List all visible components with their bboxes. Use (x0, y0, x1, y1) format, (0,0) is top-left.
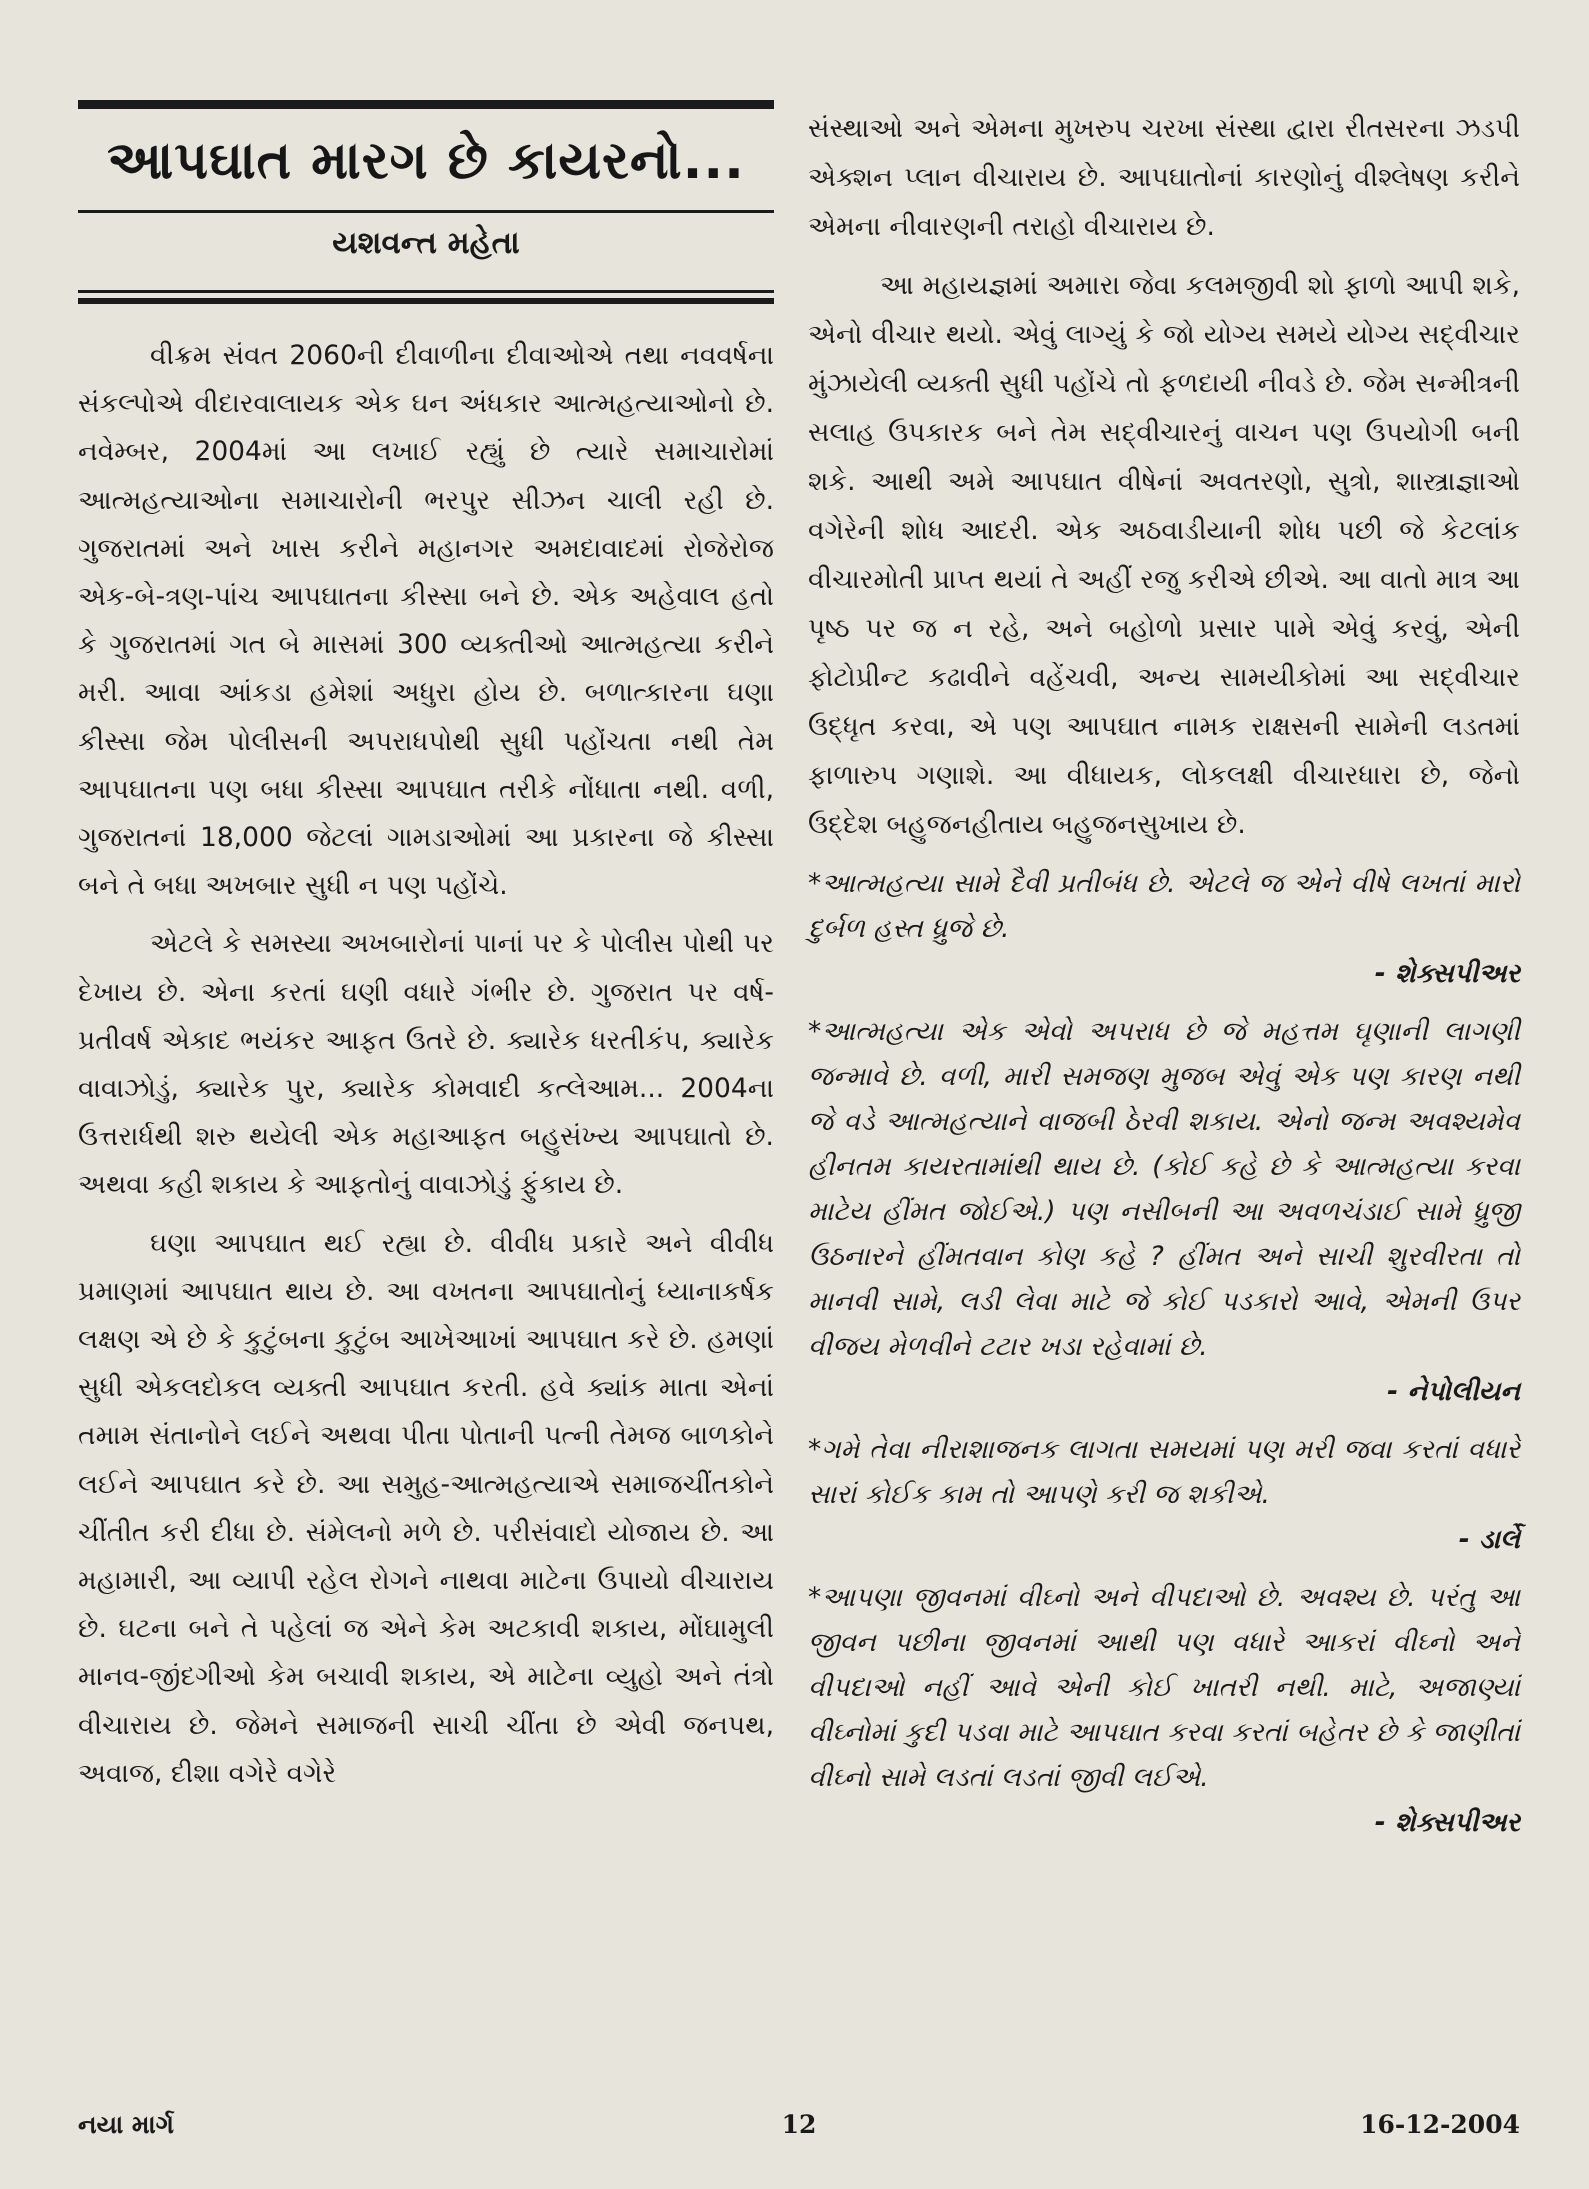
quote-attribution: - ડાર્લે (1458, 1524, 1520, 1555)
quote-attribution: - નેપોલીયન (1387, 1376, 1520, 1407)
publication-name: નયા માર્ગ (78, 2110, 174, 2139)
article-author: યશવન્ત મહેતા (332, 225, 520, 261)
title-top-rule (78, 100, 774, 109)
quote-attribution: - શેક્સપીઅર (1374, 958, 1520, 989)
quote-text: *ગમે તેવા નીરાશાજનક લાગતા સમયમાં પણ મરી જવા કરતાં વધારે સારાં કોઈક કામ તો આપણે કરી જ શકીએ. (808, 1434, 1520, 1510)
byline-rule (78, 290, 774, 304)
quote-text: *આત્મહત્યા એક એવો અપરાધ છે જે મહત્તમ ઘૃણાની લાગણી જન્માવે છે. વળી, મારી સમજણ મુજબ એવું એક પણ કારણ નથી જે વડે આત્મહત્યાને વાજબી ઠેરવી શકાય. એનો જન્મ અવશ્યમેવ હીનતમ કાયરતામાંથી થાય છે. (કોઈ કહે છે કે આત્મહત્યા કરવા માટેય હીંમત જોઈએ.) પણ નસીબની આ અવળચંડાઈ સામે ધ્રુજી ઉઠનારને હીંમતવાન કોણ કહે ? હીંમત અને સાચી શુરવીરતા તો માનવી સામે, લડી લેવા માટે જે કોઈ પડકારો આવે, એમની ઉપર વીજય મેળવીને ટટાર ખડા રહેવામાં છે. (808, 1016, 1520, 1362)
right-column (808, 104, 1520, 1852)
page-number: 12 (781, 2110, 817, 2139)
issue-date: 16-12-2004 (1360, 2110, 1520, 2139)
body-paragraph: એટલે કે સમસ્યા અખબારોનાં પાનાં પર કે પોલીસ પોથી પર દેખાય છે. એના કરતાં ઘણી વધારે ગંભીર છે. ગુજરાત પર વર્ષ-પ્રતીવર્ષ એકાદ ભયંકર આફત ઉતરે છે. ક્યારેક ધરતીકંપ, ક્યારેક વાવાઝોડું, ક્યારેક પુર, ક્યારેક કોમવાદી કત્લેઆમ... 2004ના ઉત્તરાર્ધથી શરુ થયેલી એક મહાઆફત બહુસંખ્ય આપઘાતો છે. અથવા કહી શકાય કે આફતોનું વાવાઝોડું ફુંકાય છે. (78, 928, 774, 1201)
left-column (78, 100, 774, 1808)
quote-text: *આત્મહત્યા સામે દૈવી પ્રતીબંધ છે. એટલે જ એને વીષે લખતાં મારો દુર્બળ હસ્ત ધ્રુજે છે. (808, 868, 1520, 944)
body-paragraph: આ મહાયજ્ઞમાં અમારા જેવા કલમજીવી શો ફાળો આપી શકે, એનો વીચાર થયો. એવું લાગ્યું કે જો યોગ્ય સમયે યોગ્ય સદ્‌વીચાર મુંઝાયેલી વ્યક્તી સુધી પહોંચે તો ફળદાયી નીવડે છે. જેમ સન્મીત્રની સલાહ ઉપકારક બને તેમ સદ્‌વીચારનું વાચન પણ ઉપયોગી બની શકે. આથી અમે આપઘાત વીષેનાં અવતરણો, સુત્રો, શાસ્ત્રાજ્ઞાઓ વગેરેની શોધ આદરી. એક અઠવાડીયાની શોધ પછી જે કેટલાંક વીચારમોતી પ્રાપ્ત થયાં તે અહીં રજુ કરીએ છીએ. આ વાતો માત્ર આ પૃષ્ઠ પર જ ન રહે, અને બહોળો પ્રસાર પામે એવું કરવું, એની ફોટોપ્રીન્ટ કઢાવીને વહેંચવી, અન્ય સામયીકોમાં આ સદ્‌વીચાર ઉદ્ધૃત કરવા, એ પણ આપઘાત નામક રાક્ષસની સામેની લડતમાં ફાળારુપ ગણાશે. આ વીધાયક, લોકલક્ષી વીચારધારા છે, જેનો ઉદ્દેશ બહુજનહીતાય બહુજનસુખાય છે. (808, 270, 1520, 840)
body-paragraph: સંસ્થાઓ અને એમના મુખરુપ ચરખા સંસ્થા દ્વારા રીતસરના ઝડપી એક્શન પ્લાન વીચારાય છે. આપઘાતોનાં કારણોનું વીશ્લેષણ કરીને એમના નીવારણની તરાહો વીચારાય છે. (808, 113, 1520, 242)
body-paragraph: ઘણા આપઘાત થઈ રહ્યા છે. વીવીધ પ્રકારે અને વીવીધ પ્રમાણમાં આપઘાત થાય છે. આ વખતના આપઘાતોનું ધ્યાનાકર્ષક લક્ષણ એ છે કે કુટુંબના કુટુંબ આખેઆખાં આપઘાત કરે છે. હમણાં સુધી એકલદોકલ વ્યક્તી આપઘાત કરતી. હવે ક્યાંક માતા એનાં તમામ સંતાનોને લઈને અથવા પીતા પોતાની પત્ની તેમજ બાળકોને લઈને આપઘાત કરે છે. આ સમુહ-આત્મહત્યાએ સમાજચીંતકોને ચીંતીત કરી દીધા છે. સંમેલનો મળે છે. પરીસંવાદો યોજાય છે. આ મહામારી, આ વ્યાપી રહેલ રોગને નાથવા માટેના ઉપાયો વીચારાય છે. ઘટના બને તે પહેલાં જ એને કેમ અટકાવી શકાય, મોંઘામુલી માનવ-જીંદગીઓ કેમ બચાવી શકાય, એ માટેના વ્યુહો અને તંત્રો વીચારાય છે. જેમને સમાજની સાચી ચીંતા છે એવી જનપથ, અવાજ, દીશા વગેરે વગેરે (78, 1227, 774, 1789)
article-title: આપઘાત મારગ છે કાયરનો... (107, 131, 745, 191)
body-paragraph: વીક્રમ સંવત 2060ની દીવાળીના દીવાઓએ તથા નવવર્ષના સંકલ્પોએ વીદારવાલાયક એક ઘન અંધકાર આત્મહત્યાઓનો છે. નવેમ્બર, 2004માં આ લખાઈ રહ્યું છે ત્યારે સમાચારોમાં આત્મહત્યાઓના સમાચારોની ભરપુર સીઝન ચાલી રહી છે. ગુજરાતમાં અને ખાસ કરીને મહાનગર અમદાવાદમાં રોજેરોજ એક-બે-ત્રણ-પાંચ આપઘાતના કીસ્સા બને છે. એક અહેવાલ હતો કે ગુજરાતમાં ગત બે માસમાં 300 વ્યક્તીઓ આત્મહત્યા કરીને મરી. આવા આંકડા હમેશાં અધુરા હોય છે. બળાત્કારના ઘણા કીસ્સા જેમ પોલીસની અપરાધપોથી સુધી પહોંચતા નથી તેમ આપઘાતના પણ બધા કીસ્સા આપઘાત તરીકે નોંધાતા નથી. વળી, ગુજરાતનાં 18,000 જેટલાં ગામડાઓમાં આ પ્રકારના જે કીસ્સા બને તે બધા અખબાર સુધી ન પણ પહોંચે. (78, 340, 774, 902)
quote-attribution: - શેક્સપીઅર (1374, 1807, 1520, 1838)
quote-text: *આપણા જીવનમાં વીઘ્નો અને વીપદાઓ છે. અવશ્ય છે. પરંતુ આ જીવન પછીના જીવનમાં આથી પણ વધારે આકરાં વીઘ્નો અને વીપદાઓ નહીં આવે એની કોઈ ખાતરી નથી. માટે, અજાણ્યાં વીઘ્નોમાં કુદી પડવા માટે આપઘાત કરવા કરતાં બહેતર છે કે જાણીતાં વીઘ્નો સામે લડતાં લડતાં જીવી લઈએ. (808, 1582, 1520, 1793)
title-bottom-rule (78, 210, 774, 213)
